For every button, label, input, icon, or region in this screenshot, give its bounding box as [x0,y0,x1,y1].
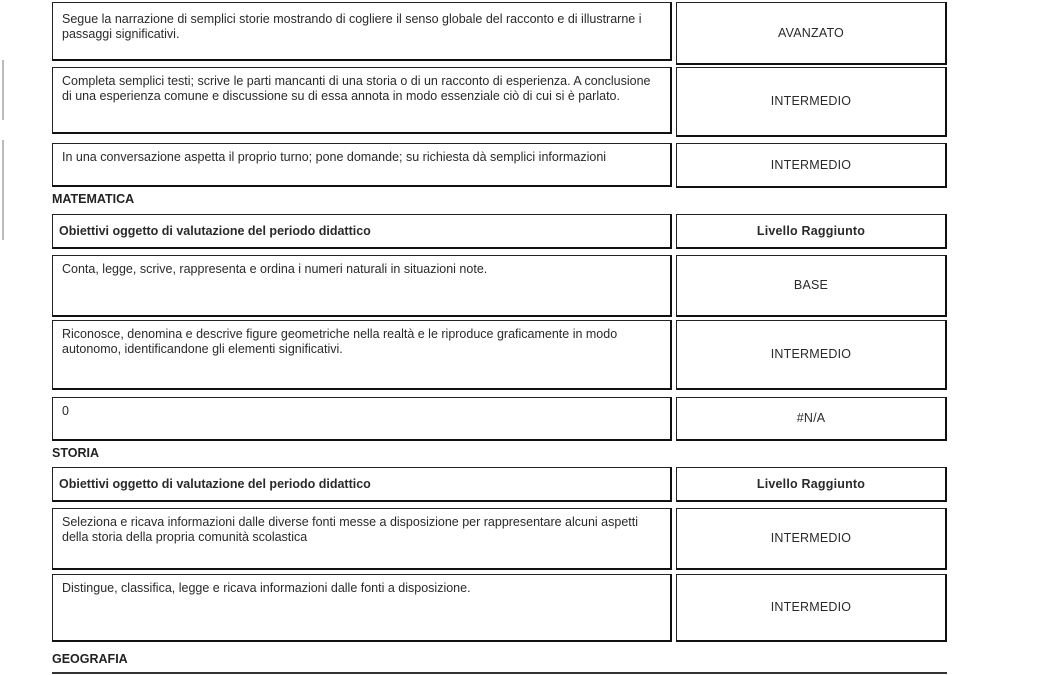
table-top-edge [52,672,947,674]
level-text: AVANZATO [778,25,844,40]
matematica-row-2-objective [52,320,672,390]
italiano-row-1-level [676,2,947,65]
storia-row-2-level [676,574,947,642]
level-text: BASE [793,278,829,292]
objective-text: Segue la narrazione di semplici storie mostrando di cogliere il senso globale del racconto e di illustrarne i passaggi significativi. [62,12,642,41]
matematica-header-level [676,214,947,249]
objective-text: 0 [62,404,69,418]
level-text: INTERMEDIO [770,94,852,108]
header-level-text: Livello Raggiunto [756,223,866,238]
level-text: INTERMEDIO [770,600,852,614]
level-text: INTERMEDIO [770,347,852,361]
scan-margin-mark [2,140,4,240]
italiano-row-2-objective [52,67,672,134]
level-text: INTERMEDIO [770,531,852,545]
storia-row-2-objective [52,574,672,642]
header-objective-text: Obiettivi oggetto di valutazione del periodo didattico [59,476,371,491]
level-text: INTERMEDIO [770,157,852,172]
matematica-row-1-objective [52,255,672,317]
storia-row-1-level [676,508,947,570]
storia-header-objective [52,467,672,502]
scan-margin-mark [2,60,4,120]
italiano-row-3-objective [52,143,672,187]
objective-text: Conta, legge, scrive, rappresenta e ordina i numeri naturali in situazioni note. [62,262,488,276]
objective-text: In una conversazione aspetta il proprio turno; pone domande; su richiesta dà semplici informazioni [62,150,607,164]
header-level-text: Livello Raggiunto [756,476,866,491]
header-objective-text: Obiettivi oggetto di valutazione del periodo didattico [59,223,371,238]
level-text: #N/A [796,411,826,425]
matematica-row-1-level [676,255,947,317]
storia-row-1-objective [52,508,672,570]
section-title-storia: STORIA [52,446,99,460]
italiano-row-1-objective [52,2,672,61]
italiano-row-2-level [676,67,947,137]
section-title-geografia: GEOGRAFIA [52,652,128,666]
objective-text: Completa semplici testi; scrive le parti mancanti di una storia o di un racconto di esperienza. A conclusione di una esperienza comune e discussione su di essa annota in modo essenziale ciò di cui si è parlato. [62,74,651,103]
objective-text: Riconosce, denomina e descrive figure geometriche nella realtà e le riproduce graficamente in modo autonomo, identificandone gli elementi significativi. [62,327,618,356]
objective-text: Seleziona e ricava informazioni dalle diverse fonti messe a disposizione per rappresentare alcuni aspetti della storia della propria comunità scolastica [62,515,639,544]
objective-text: Distingue, classifica, legge e ricava informazioni dalle fonti a disposizione. [62,581,471,595]
matematica-row-2-level [676,320,947,390]
matematica-row-3-objective [52,397,672,441]
section-title-matematica: MATEMATICA [52,192,135,206]
italiano-row-3-level [676,143,947,188]
matematica-row-3-level [676,397,947,441]
storia-header-level [676,467,947,502]
matematica-header-objective [52,214,672,249]
